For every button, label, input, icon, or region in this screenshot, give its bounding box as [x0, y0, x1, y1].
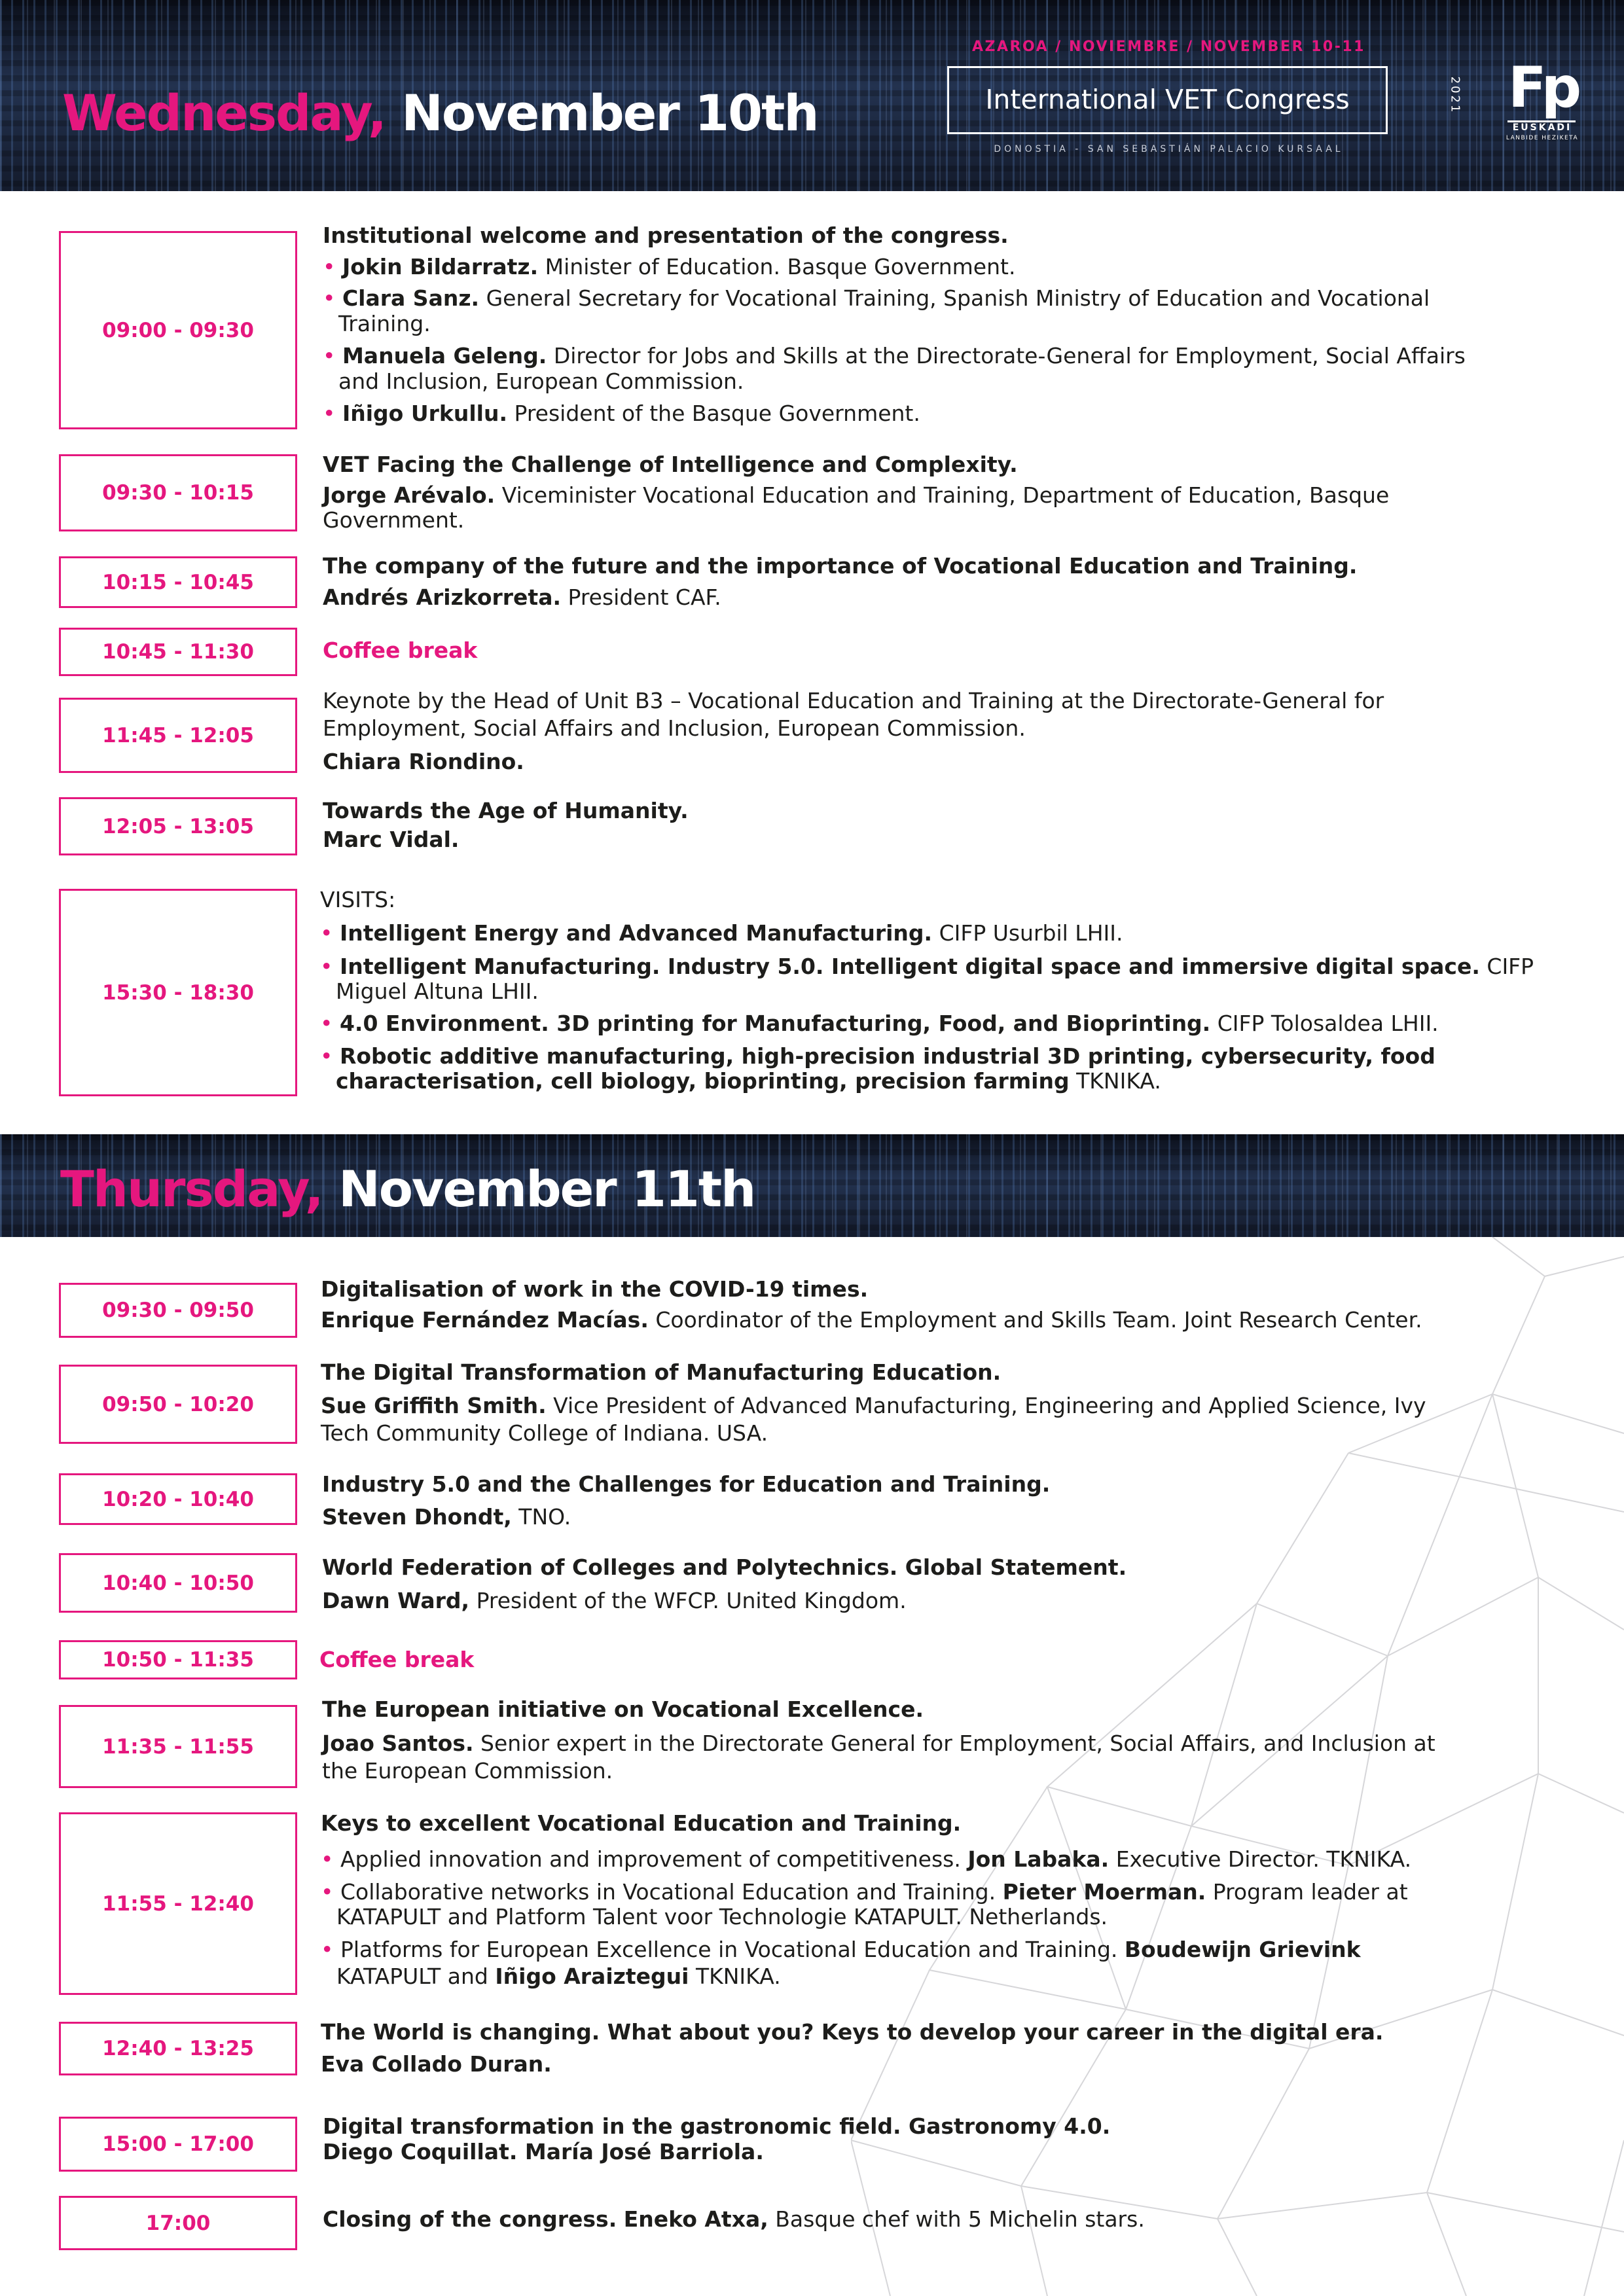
speaker-role-continued: Government.	[323, 507, 465, 533]
speaker-line	[321, 1880, 1408, 1905]
session-title: Digital transformation in the gastronomic field. Gastronomy 4.0.	[323, 2113, 1111, 2139]
time-box: 10:50 - 11:35	[59, 1640, 297, 1679]
speaker-role: Director for Jobs and Skills at the Directorate-General for Employment, Social Affairs	[553, 343, 1466, 368]
session-title: The Digital Transformation of Manufacturing Education.	[321, 1359, 1001, 1385]
congress-title: International VET Congress	[985, 84, 1350, 115]
speaker-role-continued: Tech Community College of Indiana. USA.	[321, 1420, 768, 1446]
time-box: 09:50 - 10:20	[59, 1365, 297, 1444]
talk-topic: Collaborative networks in Vocational Education and Training.	[340, 1879, 996, 1905]
speaker-line	[321, 1308, 1422, 1333]
speaker-role: Executive Director. TKNIKA.	[1115, 1846, 1412, 1872]
visit-center: CIFP Usurbil LHII.	[939, 920, 1123, 946]
visit-topic: Intelligent Manufacturing. Industry 5.0. Intelligent digital space and immersive digital space.	[339, 954, 1480, 979]
visit-item	[320, 954, 1534, 979]
speaker-name: Enrique Fernández Macías.	[321, 1307, 649, 1333]
time-box: 17:00	[59, 2196, 297, 2250]
time-box: 11:45 - 12:05	[59, 698, 297, 773]
visit-topic: 4.0 Environment. 3D printing for Manufacturing, Food, and Bioprinting.	[339, 1011, 1211, 1036]
time-box: 10:15 - 10:45	[59, 556, 297, 608]
speaker-role: TNO.	[518, 1504, 571, 1530]
session-title: World Federation of Colleges and Polytechnics. Global Statement.	[322, 1554, 1127, 1580]
time-box: 10:40 - 10:50	[59, 1553, 297, 1613]
time-box: 12:40 - 13:25	[59, 2022, 297, 2075]
bullet-icon: •	[323, 285, 336, 311]
speaker-name: Eva Collado Duran.	[321, 2051, 552, 2077]
speaker-role-continued: and Inclusion, European Commission.	[338, 368, 744, 394]
talk-topic: Applied innovation and improvement of competitiveness.	[340, 1846, 961, 1872]
logo-subtitle: LANBIDE HEZIKETA	[1506, 135, 1579, 141]
speaker-line	[322, 1505, 571, 1530]
session-title	[323, 2207, 1145, 2232]
speaker-name: Marc Vidal.	[323, 827, 460, 852]
bullet-icon: •	[321, 1846, 334, 1872]
bullet-icon: •	[321, 1937, 334, 1962]
congress-year: 2021	[1448, 76, 1462, 115]
session-title: The World is changing. What about you? Keys to develop your career in the digital era.	[321, 2019, 1384, 2045]
speaker-name: Joao Santos.	[322, 1731, 474, 1756]
speaker-name: Clara Sanz.	[342, 285, 480, 311]
session-title: Towards the Age of Humanity.	[323, 798, 689, 823]
session-title: Digitalisation of work in the COVID-19 times.	[321, 1276, 869, 1302]
speaker-name: Andrés Arizkorreta.	[323, 584, 562, 610]
speaker-role-continued: the European Commission.	[322, 1758, 613, 1784]
speaker-role: Senior expert in the Directorate General for Employment, Social Affairs, and Inclusion at	[480, 1731, 1435, 1756]
session-title: The company of the future and the importance of Vocational Education and Training.	[323, 553, 1358, 579]
speaker-line	[323, 286, 1430, 311]
visit-topic: characterisation, cell biology, bioprinting, precision farming	[336, 1068, 1070, 1094]
speaker-line	[323, 483, 1389, 508]
speaker-name: Dawn Ward,	[322, 1588, 470, 1613]
time-box: 10:20 - 10:40	[59, 1473, 297, 1525]
day1-weekday: Wednesday,	[62, 84, 386, 142]
visit-topic: Robotic additive manufacturing, high-precision industrial 3D printing, cybersecurity, food	[339, 1043, 1435, 1069]
talk-topic: Platforms for European Excellence in Vocational Education and Training.	[340, 1937, 1118, 1962]
speaker-role: President of the WFCP. United Kingdom.	[476, 1588, 907, 1613]
time-box: 12:05 - 13:05	[59, 797, 297, 855]
time-box: 11:35 - 11:55	[59, 1705, 297, 1788]
session-title: Institutional welcome and presentation of the congress.	[323, 223, 1009, 248]
time-box: 09:30 - 09:50	[59, 1283, 297, 1338]
speaker-name: Iñigo Araiztegui	[495, 1964, 689, 1989]
speaker-role: Program leader at	[1212, 1879, 1408, 1905]
speaker-role: KATAPULT and	[336, 1964, 488, 1989]
speaker-name: Boudewijn Grievink	[1124, 1937, 1361, 1962]
speaker-name: Diego Coquillat. María José Barriola.	[323, 2139, 764, 2164]
speaker-role-continued: Training.	[338, 311, 431, 336]
speaker-name: Jorge Arévalo.	[323, 482, 496, 508]
speaker-name: Manuela Geleng.	[342, 343, 547, 368]
session-title: VET Facing the Challenge of Intelligence and Complexity.	[323, 452, 1018, 477]
bullet-icon: •	[323, 343, 336, 368]
fp-logo: Fp	[1507, 55, 1577, 120]
bullet-icon: •	[323, 254, 336, 279]
day2-heading	[60, 1160, 755, 1218]
bullet-icon: •	[320, 954, 333, 979]
speaker-line	[321, 1393, 1426, 1418]
speaker-line	[323, 585, 721, 610]
session-title: Keys to excellent Vocational Education and Training.	[321, 1810, 962, 1836]
speaker-line	[322, 1588, 907, 1613]
coffee-break-label: Coffee break	[319, 1647, 475, 1672]
bullet-icon: •	[320, 1043, 333, 1069]
day2-weekday: Thursday,	[60, 1160, 323, 1218]
speaker-role-continued: KATAPULT and Platform Talent voor Technologie KATAPULT. Netherlands.	[336, 1904, 1108, 1929]
visit-center: CIFP	[1487, 954, 1534, 979]
speaker-line	[321, 1937, 1361, 1962]
speaker-line	[321, 1847, 1411, 1872]
speaker-name: Eneko Atxa,	[623, 2206, 768, 2232]
time-box: 09:30 - 10:15	[59, 454, 297, 531]
speaker-name: Iñigo Urkullu.	[342, 401, 507, 426]
coffee-break-label: Coffee break	[323, 637, 478, 663]
speaker-role: President CAF.	[568, 584, 721, 610]
speaker-role: Viceminister Vocational Education and Training, Department of Education, Basque	[501, 482, 1390, 508]
speaker-line-continued	[336, 1964, 781, 1989]
logo-region: EUSKADI	[1512, 122, 1572, 133]
speaker-name: Steven Dhondt,	[322, 1504, 512, 1530]
bullet-icon: •	[321, 1879, 334, 1905]
visit-item	[320, 1044, 1435, 1069]
keynote-text: Employment, Social Affairs and Inclusion, European Commission.	[323, 715, 1026, 741]
session-title: Industry 5.0 and the Challenges for Education and Training.	[322, 1471, 1051, 1497]
visit-item	[320, 921, 1123, 946]
speaker-role: General Secretary for Vocational Training, Spanish Ministry of Education and Vocational	[486, 285, 1430, 311]
bullet-icon: •	[320, 1011, 333, 1036]
visit-item-continued	[336, 1069, 1161, 1094]
speaker-role: Coordinator of the Employment and Skills Team. Joint Research Center.	[655, 1307, 1422, 1333]
speaker-line	[323, 344, 1466, 368]
speaker-name: Jon Labaka.	[967, 1846, 1110, 1872]
speaker-line	[323, 401, 920, 426]
speaker-role: Vice President of Advanced Manufacturing, Engineering and Applied Science, Ivy	[553, 1393, 1426, 1418]
speaker-role: TKNIKA.	[695, 1964, 781, 1989]
keynote-text: Keynote by the Head of Unit B3 – Vocational Education and Training at the Directorate-General for	[323, 688, 1384, 713]
speaker-role: Basque chef with 5 Michelin stars.	[775, 2206, 1145, 2232]
time-box: 09:00 - 09:30	[59, 231, 297, 429]
visits-label: VISITS:	[320, 887, 396, 912]
session-title: The European initiative on Vocational Excellence.	[322, 1696, 924, 1722]
day2-date: November 11th	[338, 1160, 755, 1218]
congress-date-line: AZAROA / NOVIEMBRE / NOVEMBER 10-11	[972, 39, 1365, 55]
speaker-name: Pieter Moerman.	[1002, 1879, 1206, 1905]
visit-item	[320, 1011, 1439, 1036]
time-box: 15:30 - 18:30	[59, 889, 297, 1096]
speaker-name: Chiara Riondino.	[323, 749, 524, 774]
congress-venue: DONOSTIA - SAN SEBASTIÁN PALACIO KURSAAL	[994, 144, 1344, 154]
bullet-icon: •	[323, 401, 336, 426]
time-box: 10:45 - 11:30	[59, 628, 297, 676]
closing-title: Closing of the congress.	[323, 2206, 617, 2232]
day1-date: November 10th	[401, 84, 818, 142]
speaker-role: Minister of Education. Basque Government.	[545, 254, 1016, 279]
speaker-role: President of the Basque Government.	[514, 401, 920, 426]
bullet-icon: •	[320, 920, 333, 946]
speaker-line	[322, 1731, 1435, 1756]
visit-center: TKNIKA.	[1076, 1068, 1161, 1094]
speaker-line	[323, 255, 1015, 279]
speaker-name: Sue Griffith Smith.	[321, 1393, 547, 1418]
day1-heading	[62, 84, 818, 142]
speaker-name: Jokin Bildarratz.	[342, 254, 539, 279]
visit-center-continued: Miguel Altuna LHII.	[336, 978, 539, 1004]
visit-topic: Intelligent Energy and Advanced Manufacturing.	[339, 920, 933, 946]
visit-center: CIFP Tolosaldea LHII.	[1217, 1011, 1439, 1036]
time-box: 11:55 - 12:40	[59, 1812, 297, 1995]
time-box: 15:00 - 17:00	[59, 2117, 297, 2172]
